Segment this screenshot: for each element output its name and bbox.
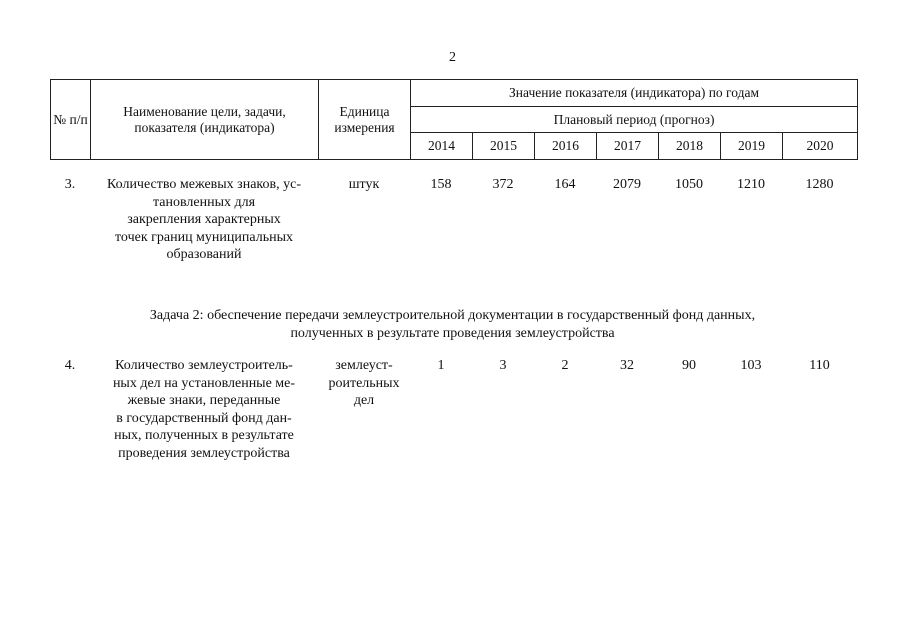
row-unit: штук	[348, 177, 380, 192]
task-heading: Задача 2: обеспечение передачи землеустроительной документации в государственный фонд данных, полученных в результате проведения землеустройства	[149, 308, 756, 341]
header-year: 2019	[721, 133, 783, 160]
header-year: 2020	[783, 133, 858, 160]
header-values-title: Значение показателя (индикатора) по годам	[411, 80, 858, 107]
row-value-2019: 1210	[737, 177, 765, 192]
row-value-2016: 2	[561, 358, 569, 373]
row-unit: землеуст- роительных дел	[328, 358, 400, 408]
row-value-2017: 2079	[613, 177, 641, 192]
row-indicator-name: Количество межевых знаков, ус- тановленных для закрепления характерных точек границ муниципальных образований	[107, 177, 301, 262]
header-unit: Единица измерения	[319, 80, 411, 160]
row-value-2014: 1	[437, 358, 445, 373]
row-value-2016: 164	[554, 177, 576, 192]
row-value-2018: 90	[682, 358, 696, 373]
table-row	[50, 176, 857, 266]
header-year: 2015	[473, 133, 535, 160]
table-row	[50, 357, 857, 467]
indicator-table-header	[50, 79, 858, 160]
row-value-2017: 32	[620, 358, 634, 373]
row-value-2014: 158	[430, 177, 452, 192]
row-value-2015: 3	[499, 358, 507, 373]
row-indicator-name: Количество землеустроитель- ных дел на установленные ме- жевые знаки, переданные в государственный фонд дан- ных, полученных в результате проведения землеустройства	[112, 358, 296, 461]
header-plan-period: Плановый период (прогноз)	[411, 107, 858, 133]
header-year: 2017	[597, 133, 659, 160]
header-num: № п/п	[51, 80, 91, 160]
row-value-2019: 103	[740, 358, 762, 373]
header-year: 2014	[411, 133, 473, 160]
row-number: 4.	[64, 358, 76, 373]
row-value-2015: 372	[492, 177, 514, 192]
header-name: Наименование цели, задачи, показателя (индикатора)	[91, 80, 319, 160]
page-number: 2	[449, 50, 456, 65]
header-year: 2016	[535, 133, 597, 160]
row-value-2018: 1050	[675, 177, 703, 192]
row-value-2020: 1280	[805, 177, 834, 192]
row-number: 3.	[64, 177, 76, 192]
header-year: 2018	[659, 133, 721, 160]
row-value-2020: 110	[809, 358, 830, 373]
